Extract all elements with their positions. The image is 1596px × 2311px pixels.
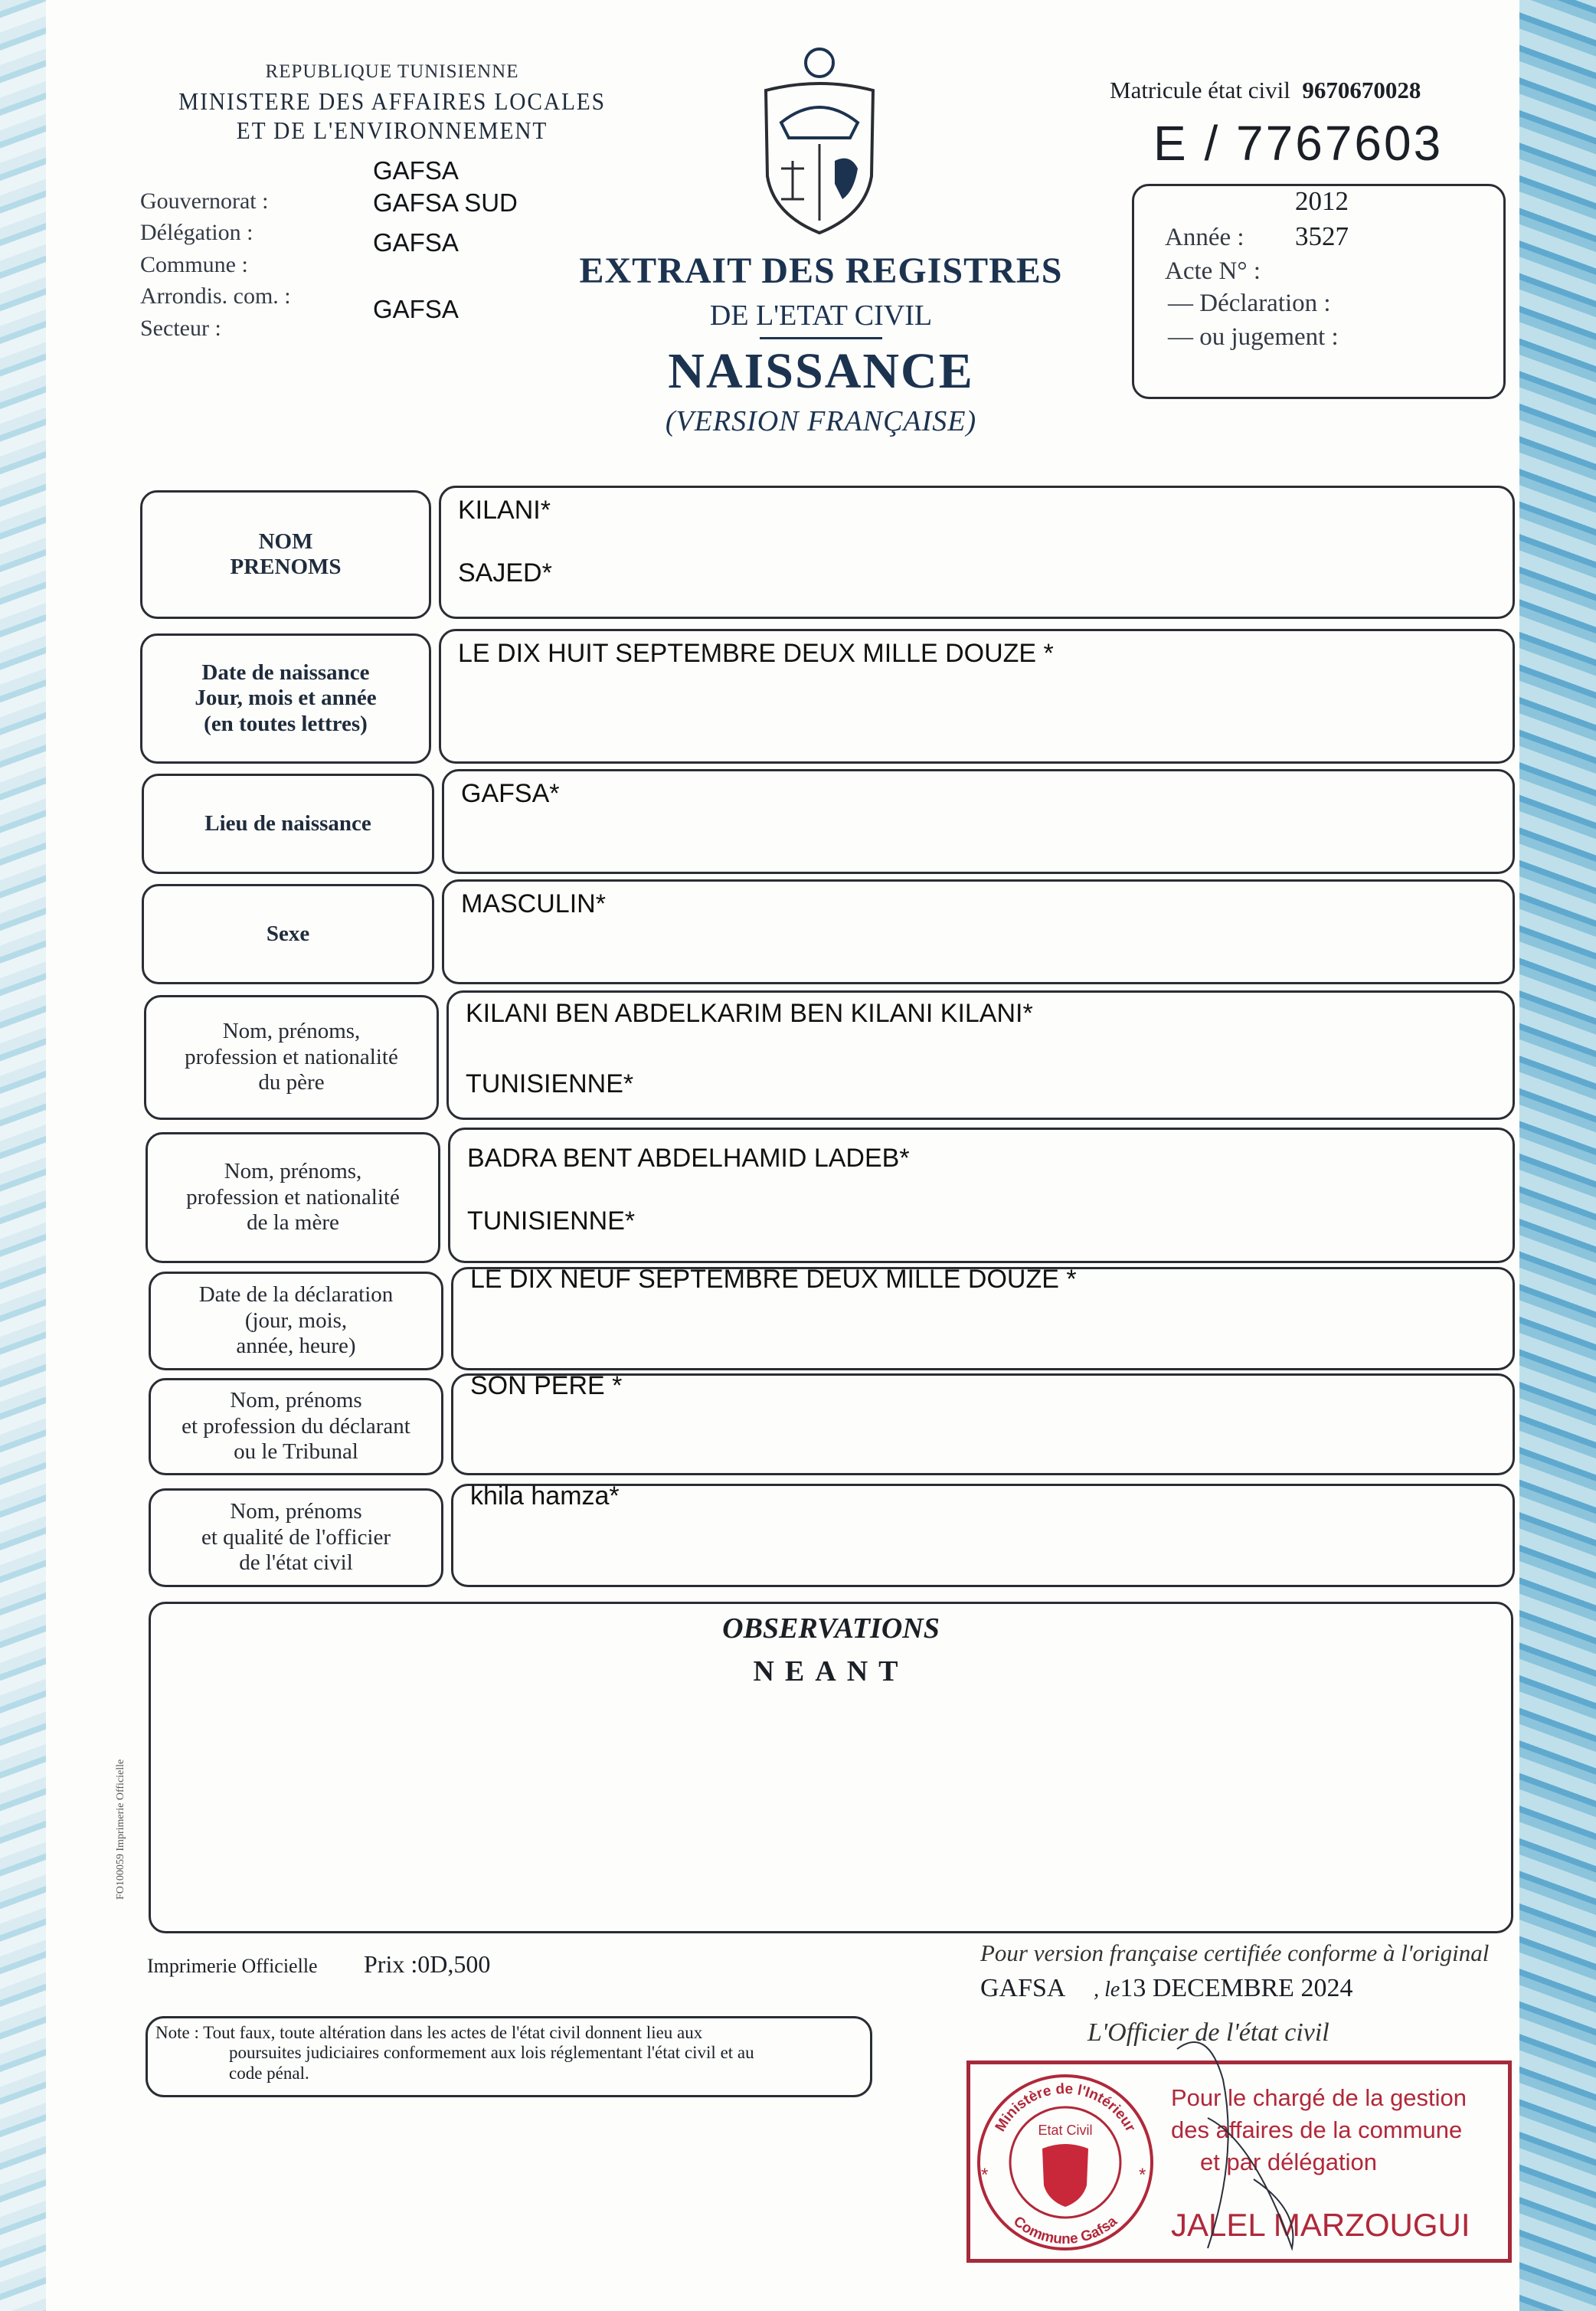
row-label-pere [144, 995, 439, 1120]
gouvernorat-label: Gouvernorat : [140, 188, 269, 214]
delegation-label: Délégation : [140, 220, 253, 245]
seal-star-icon: * [981, 2165, 989, 2185]
serial-number: E / 7767603 [1153, 116, 1444, 171]
handwritten-signature [1162, 2034, 1315, 2256]
seal-inner: Etat Civil [1038, 2123, 1093, 2138]
note-line3: code pénal. [229, 2063, 309, 2083]
row-label-declarant [149, 1378, 443, 1475]
field-value: LE DIX NEUF SEPTEMBRE DEUX MILLE DOUZE * [470, 1265, 1077, 1294]
label-line: Nom, prénoms, [224, 1159, 362, 1184]
label-line: Date de naissance [201, 660, 370, 685]
security-border-right [1519, 0, 1596, 2311]
place: GAFSA [980, 1974, 1065, 2002]
title-naissance: NAISSANCE [668, 343, 974, 399]
label-line: Jour, mois et année [195, 686, 377, 711]
field-value: BADRA BENT ABDELHAMID LADEB* [467, 1144, 910, 1173]
field-value: MASCULIN* [461, 889, 606, 918]
seal-ring-bottom: Commune Gafsa [1010, 2213, 1120, 2248]
field-value: LE DIX HUIT SEPTEMBRE DEUX MILLE DOUZE * [458, 639, 1054, 668]
field-value: TUNISIENNE* [466, 1069, 634, 1098]
le-label: , le [1094, 1978, 1120, 2002]
observations-value: NEANT [753, 1655, 909, 1687]
label-line: (en toutes lettres) [204, 711, 368, 736]
matricule-value: 9670670028 [1302, 77, 1421, 103]
coat-of-arms-icon [758, 46, 881, 236]
matricule [1110, 77, 1421, 104]
label-line: profession et nationalité [186, 1184, 400, 1210]
secteur-value: GAFSA [373, 295, 459, 323]
row-value-mere [448, 1128, 1515, 1263]
field-value: TUNISIENNE* [467, 1206, 636, 1236]
row-label-sexe [142, 884, 434, 984]
seal-icon [976, 2074, 1154, 2251]
side-print: FO100059 Imprimerie Officielle [115, 1759, 126, 1900]
title-extrait: EXTRAIT DES REGISTRES [579, 250, 1063, 291]
officer-title: L'Officier de l'état civil [1087, 2018, 1329, 2047]
label-line: ou le Tribunal [234, 1439, 358, 1465]
seal-star-icon: * [1139, 2165, 1146, 2185]
observations-box [149, 1602, 1513, 1933]
row-value-pere [446, 990, 1515, 1120]
row-value-date-declaration [451, 1267, 1515, 1370]
row-value-officier [451, 1481, 1515, 1587]
note-line1: Note : Tout faux, toute altération dans les actes de l'état civil donnent lieu aux [155, 2023, 703, 2042]
label-line: Lieu de naissance [204, 810, 371, 836]
jugement-label: — ou jugement : [1168, 323, 1339, 351]
observations-title: OBSERVATIONS [722, 1612, 940, 1645]
stamp-line1: Pour le chargé de la gestion [1171, 2084, 1467, 2111]
price: Prix :0D,500 [364, 1950, 491, 1978]
official-stamp [966, 2061, 1512, 2263]
label-line: année, heure) [236, 1334, 356, 1359]
commune-label: Commune : [140, 252, 248, 277]
commune-value: GAFSA [373, 228, 459, 257]
title-etat-civil: DE L'ETAT CIVIL [709, 300, 933, 332]
label-line: du père [258, 1070, 325, 1095]
field-value: KILANI BEN ABDELKARIM BEN KILANI KILANI* [466, 999, 1033, 1028]
row-value-declarant [451, 1373, 1515, 1475]
label-line: PRENOMS [230, 555, 342, 579]
row-value-date-naissance [439, 629, 1515, 764]
title-divider [760, 337, 882, 339]
acte-label: Acte N° : [1165, 257, 1261, 285]
field-value: KILANI* [458, 496, 551, 525]
label-line: (jour, mois, [244, 1308, 348, 1333]
note-box [146, 2016, 872, 2097]
ministry-line2: ET DE L'ENVIRONNEMENT [236, 116, 548, 144]
matricule-label: Matricule état civil [1110, 77, 1290, 103]
label-line: profession et nationalité [185, 1044, 398, 1069]
stamp-line3: et par délégation [1200, 2149, 1377, 2175]
label-line: et profession du déclarant [182, 1413, 410, 1439]
seal-ring-top: Ministère de l'Intérieur [992, 2080, 1139, 2135]
arrondissement-label: Arrondis. com. : [140, 283, 291, 309]
label-line: Nom, prénoms [230, 1499, 362, 1524]
row-label-nom-prenoms [140, 490, 431, 619]
delegation-value: GAFSA SUD [373, 188, 518, 217]
label-line: Date de la déclaration [198, 1282, 394, 1308]
label-line: de l'état civil [239, 1550, 353, 1576]
annee-label: Année : [1165, 224, 1244, 251]
note-line2: poursuites judiciaires conformement aux lois réglementant l'état civil et au [229, 2043, 754, 2063]
republic-label: REPUBLIQUE TUNISIENNE [265, 61, 519, 82]
field-value: SON PERE * [470, 1371, 623, 1400]
title-version: (VERSION FRANÇAISE) [665, 405, 977, 437]
ministry-line1: MINISTERE DES AFFAIRES LOCALES [178, 87, 606, 115]
row-label-date-declaration [149, 1272, 443, 1370]
label-line: de la mère [247, 1210, 339, 1236]
seal-shield-icon [1042, 2144, 1088, 2207]
acte-value: 3527 [1295, 221, 1349, 251]
gouvernorat-value: GAFSA [373, 156, 459, 185]
field-value: khila hamza* [470, 1481, 620, 1511]
field-value: SAJED* [458, 558, 552, 588]
acte-box [1132, 184, 1506, 399]
label-line: Nom, prénoms [230, 1388, 362, 1413]
row-label-officier [149, 1488, 443, 1587]
row-value-nom-prenoms [439, 486, 1515, 619]
row-label-lieu-naissance [142, 774, 434, 874]
date: 13 DECEMBRE 2024 [1120, 1974, 1353, 2002]
row-label-mere [146, 1132, 440, 1263]
label-line: Sexe [266, 921, 310, 946]
label-line: NOM [258, 529, 313, 554]
label-line: Nom, prénoms, [222, 1019, 361, 1044]
stamp-line2: des affaires de la commune [1171, 2116, 1463, 2143]
field-value: GAFSA* [461, 779, 560, 808]
annee-value: 2012 [1295, 186, 1349, 216]
secteur-label: Secteur : [140, 316, 221, 341]
row-value-lieu-naissance [442, 769, 1515, 874]
printer-label: Imprimerie Officielle [147, 1955, 318, 1977]
stamp-name: JALEL MARZOUGUI [1171, 2207, 1470, 2243]
declaration-label: — Déclaration : [1168, 290, 1331, 317]
signature-place-date [980, 1973, 1352, 2005]
row-label-date-naissance [140, 633, 431, 764]
row-value-sexe [442, 879, 1515, 984]
label-line: et qualité de l'officier [201, 1524, 391, 1550]
certified-text: Pour version française certifiée conforme à l'original [980, 1939, 1490, 1966]
